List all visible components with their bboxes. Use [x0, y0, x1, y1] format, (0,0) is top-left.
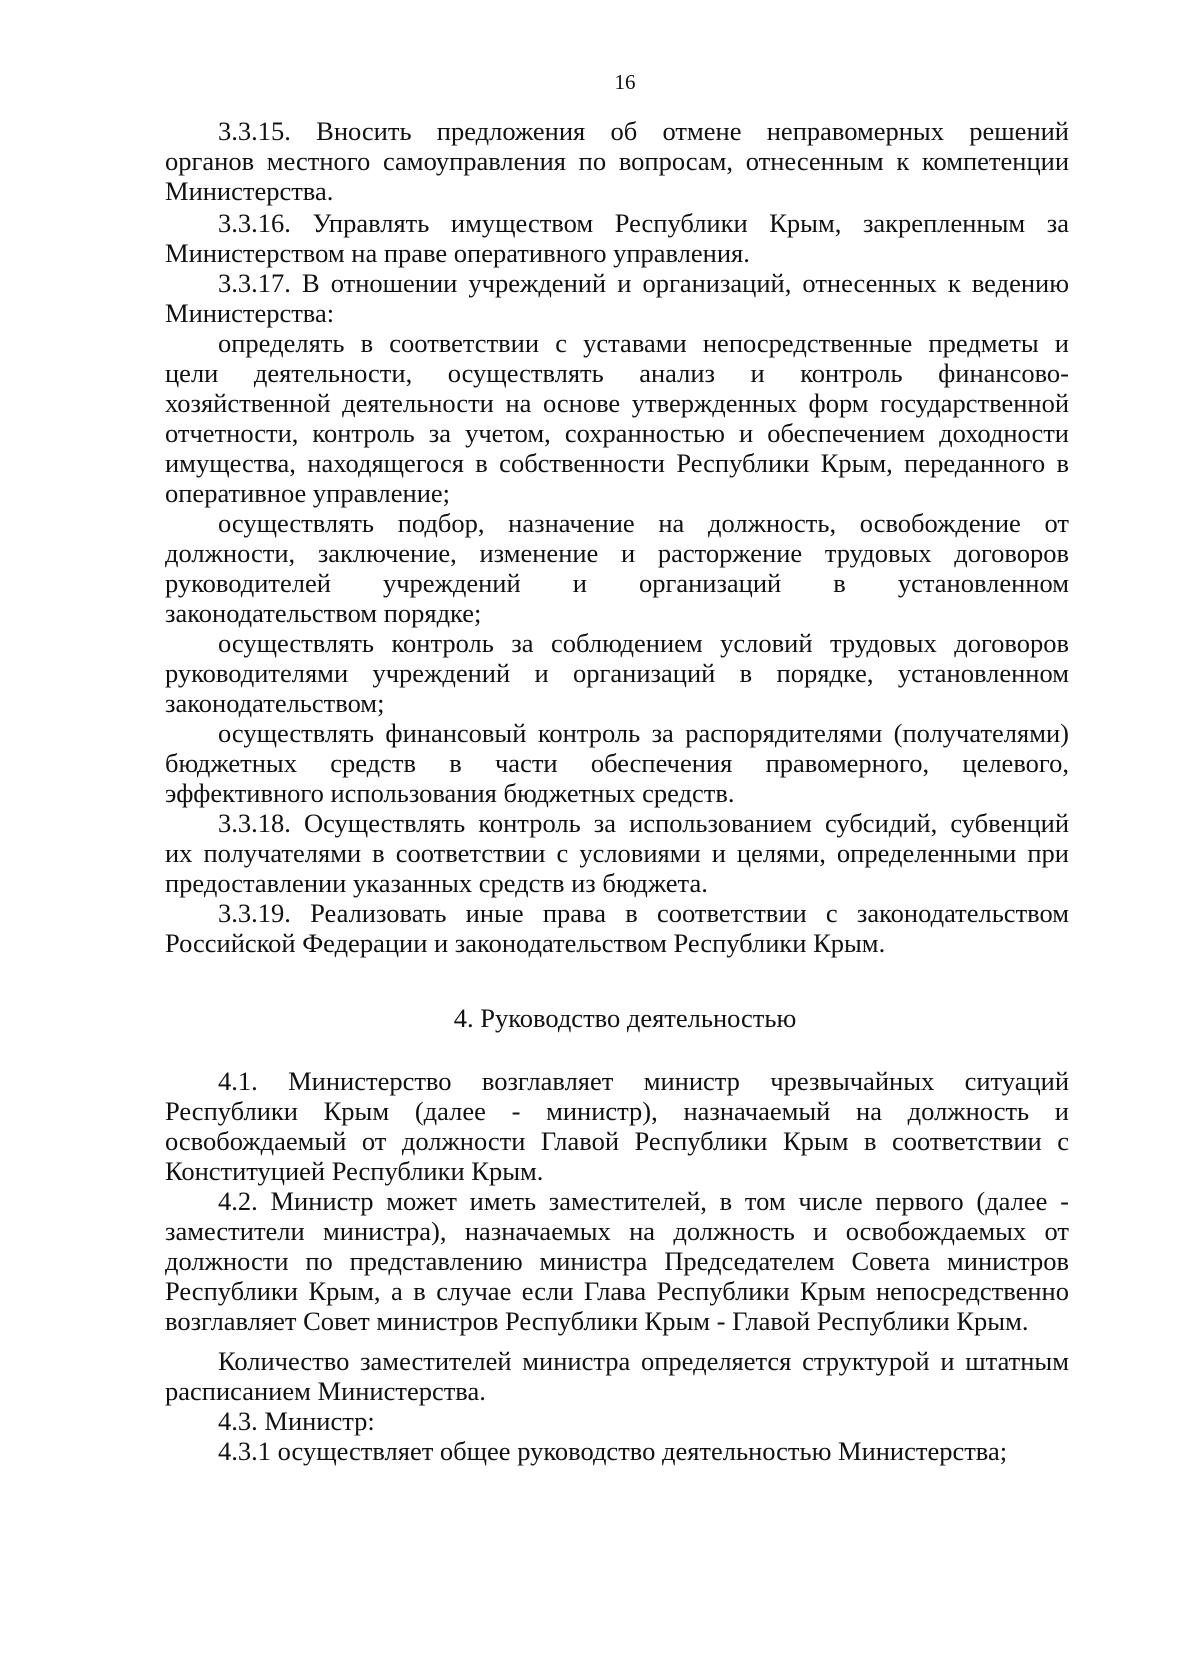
text-line: цели деятельности, осуществлять анализ и контроль финансово- — [165, 358, 1069, 388]
page-number: 16 — [614, 70, 636, 94]
text-line: 3.3.17. В отношении учреждений и организаций, отнесенных к ведению — [218, 268, 1069, 298]
text-line: их получателями в соответствии с условиями и целями, определенными при — [165, 838, 1069, 868]
text-line: Конституцией Республики Крым. — [165, 1156, 544, 1186]
text-line: заместители министра), назначаемых на должность и освобождаемых от — [165, 1216, 1069, 1246]
text-line: Российской Федерации и законодательством Республики Крым. — [165, 928, 886, 958]
text-line: органов местного самоуправления по вопросам, отнесенным к компетенции — [165, 146, 1069, 176]
text-line: Количество заместителей министра определяется структурой и штатным — [218, 1346, 1069, 1376]
text-line: Республики Крым, а в случае если Глава Республики Крым непосредственно — [165, 1276, 1069, 1306]
text-line: осуществлять подбор, назначение на должность, освобождение от — [218, 508, 1069, 538]
text-line: отчетности, контроль за учетом, сохранностью и обеспечением доходности — [165, 418, 1069, 448]
text-line: 4.1. Министерство возглавляет министр чрезвычайных ситуаций — [218, 1066, 1069, 1096]
text-line: предоставлении указанных средств из бюджета. — [165, 868, 708, 898]
text-line: оперативное управление; — [165, 478, 451, 508]
text-line: определять в соответствии с уставами непосредственные предметы и — [218, 328, 1069, 358]
text-line: имущества, находящегося в собственности Республики Крым, переданного в — [165, 448, 1069, 478]
text-line: осуществлять контроль за соблюдением условий трудовых договоров — [218, 628, 1069, 658]
text-line: хозяйственной деятельности на основе утвержденных форм государственной — [165, 388, 1069, 418]
text-line: освобождаемый от должности Главой Республики Крым в соответствии с — [165, 1126, 1069, 1156]
section-heading: 4. Руководство деятельностью — [453, 1003, 797, 1033]
text-line: 4.3. Министр: — [218, 1406, 375, 1436]
text-line: 4.2. Министр может иметь заместителей, в том числе первого (далее - — [218, 1186, 1069, 1216]
text-line: Министерства: — [165, 298, 335, 328]
text-line: законодательством; — [165, 688, 385, 718]
text-line: эффективного использования бюджетных средств. — [165, 778, 735, 808]
text-line: 3.3.19. Реализовать иные права в соответствии с законодательством — [218, 898, 1069, 928]
text-line: законодательством порядке; — [165, 598, 482, 628]
text-line: Министерством на праве оперативного управления. — [165, 238, 750, 268]
text-line: 3.3.18. Осуществлять контроль за использованием субсидий, субвенций — [218, 808, 1069, 838]
text-line: 4.3.1 осуществляет общее руководство деятельностью Министерства; — [218, 1436, 1008, 1466]
text-line: бюджетных средств в части обеспечения правомерного, целевого, — [165, 748, 1069, 778]
text-line: Министерства. — [165, 176, 334, 206]
text-line: расписанием Министерства. — [165, 1376, 486, 1406]
text-line: руководителями учреждений и организаций в порядке, установленном — [165, 658, 1069, 688]
text-line: осуществлять финансовый контроль за распорядителями (получателями) — [218, 718, 1069, 748]
text-line: возглавляет Совет министров Республики Крым - Главой Республики Крым. — [165, 1306, 1029, 1336]
text-line: руководителей учреждений и организаций в установленном — [165, 568, 1069, 598]
text-line: должности по представлению министра Председателем Совета министров — [165, 1246, 1069, 1276]
text-line: 3.3.15. Вносить предложения об отмене неправомерных решений — [218, 116, 1069, 146]
text-line: 3.3.16. Управлять имуществом Республики Крым, закрепленным за — [218, 208, 1069, 238]
text-line: должности, заключение, изменение и расторжение трудовых договоров — [165, 538, 1069, 568]
text-line: Республики Крым (далее - министр), назначаемый на должность и — [165, 1096, 1069, 1126]
